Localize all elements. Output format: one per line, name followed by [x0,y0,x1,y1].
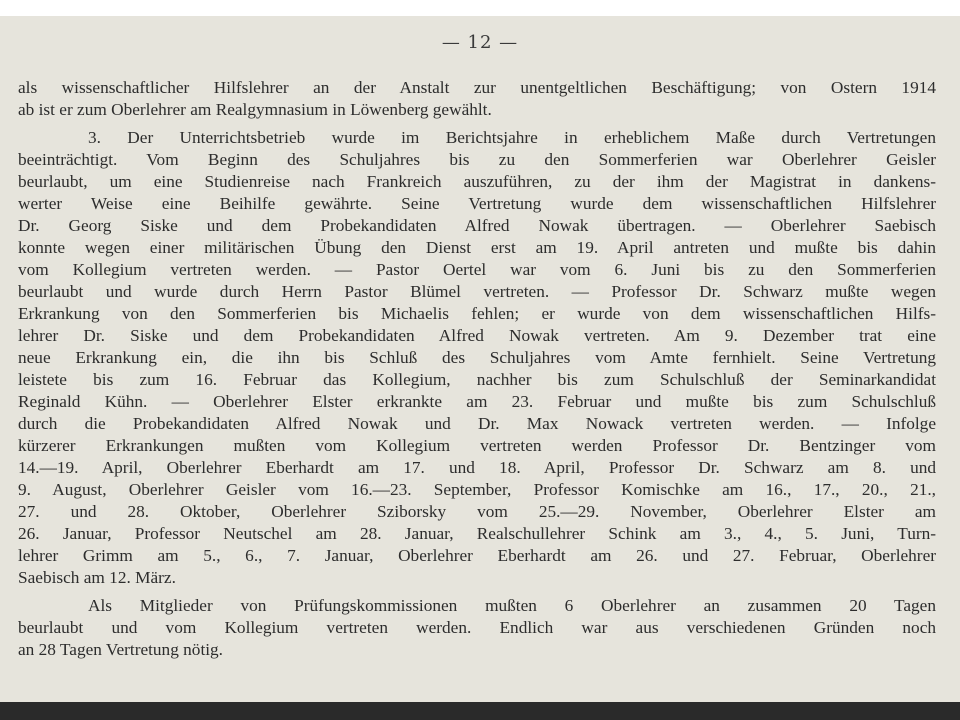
text-line: Saebisch am 12. März. [18,568,176,587]
text-line: 27. und 28. Oktober, Oberlehrer Sziborsky vom 25.—29. November, Oberlehrer Elster am [18,502,936,521]
scan-bottom-edge [0,702,960,720]
text-line: an 28 Tagen Vertretung nötig. [18,640,224,659]
text-line: als wissenschaftlicher Hilfslehrer an der Anstalt zur unentgeltlichen Beschäftigung; von Ostern 1914 [18,78,936,97]
text-line: lehrer Dr. Siske und dem Probekandidaten Alfred Nowak vertreten. Am 9. Dezember trat eine [18,326,936,345]
text-line: durch die Probekandidaten Alfred Nowak und Dr. Max Nowack vertreten werden. — Infolge [18,414,936,433]
text-line: vom Kollegium vertreten werden. — Pastor Oertel war vom 6. Juni bis zu den Sommerferien [18,260,936,279]
paragraph-start-line: Als Mitglieder von Prüfungskommissionen mußten 6 Oberlehrer an zusammen 20 Tagen [88,596,936,615]
document-page [0,16,960,702]
text-line: beurlaubt und vom Kollegium vertreten werden. Endlich war aus verschiedenen Gründen noch [18,618,936,637]
text-line: beurlaubt, um eine Studienreise nach Frankreich auszuführen, zu der ihm der Magistrat in dankens- [18,172,936,191]
text-line: 14.—19. April, Oberlehrer Eberhardt am 17. und 18. April, Professor Dr. Schwarz am 8. und [18,458,936,477]
text-line: beeinträchtigt. Vom Beginn des Schuljahres bis zu den Sommerferien war Oberlehrer Geisler [18,150,936,169]
text-line: ab ist er zum Oberlehrer am Realgymnasium in Löwenberg gewählt. [18,100,492,119]
text-line: kürzerer Erkrankungen mußten vom Kollegium vertreten werden Professor Dr. Bentzinger vom [18,436,936,455]
text-line: beurlaubt und wurde durch Herrn Pastor Blümel vertreten. — Professor Dr. Schwarz mußte wegen [18,282,936,301]
text-line: Dr. Georg Siske und dem Probekandidaten Alfred Nowak übertragen. — Oberlehrer Saebisch [18,216,936,235]
text-line: 26. Januar, Professor Neutschel am 28. Januar, Realschullehrer Schink am 3., 4., 5. Juni, Turn- [18,524,936,543]
text-line: neue Erkrankung ein, die ihn bis Schluß des Schuljahres vom Amte fernhielt. Seine Vertretung [18,348,936,367]
text-line: leistete bis zum 16. Februar das Kollegium, nachher bis zum Schulschluß der Seminarkandidat [18,370,936,389]
text-line: 9. August, Oberlehrer Geisler vom 16.—23. September, Professor Komischke am 16., 17., 20., 21., [18,480,936,499]
text-line: Reginald Kühn. — Oberlehrer Elster erkrankte am 23. Februar und mußte bis zum Schulschluß [18,392,936,411]
text-line: Erkrankung von den Sommerferien bis Michaelis fehlen; er wurde von dem wissenschaftlichen Hilfs- [18,304,936,323]
paragraph-start-line: 3. Der Unterrichtsbetrieb wurde im Berichtsjahre in erheblichem Maße durch Vertretungen [88,128,936,147]
text-line: lehrer Grimm am 5., 6., 7. Januar, Oberlehrer Eberhardt am 26. und 27. Februar, Oberlehrer [18,546,936,565]
text-line: werter Weise eine Beihilfe gewährte. Seine Vertretung wurde dem wissenschaftlichen Hilfslehrer [18,194,936,213]
text-line: konnte wegen einer militärischen Übung den Dienst erst am 19. April antreten und mußte bis dahin [18,238,936,257]
page-number: — 12 — [441,32,519,53]
